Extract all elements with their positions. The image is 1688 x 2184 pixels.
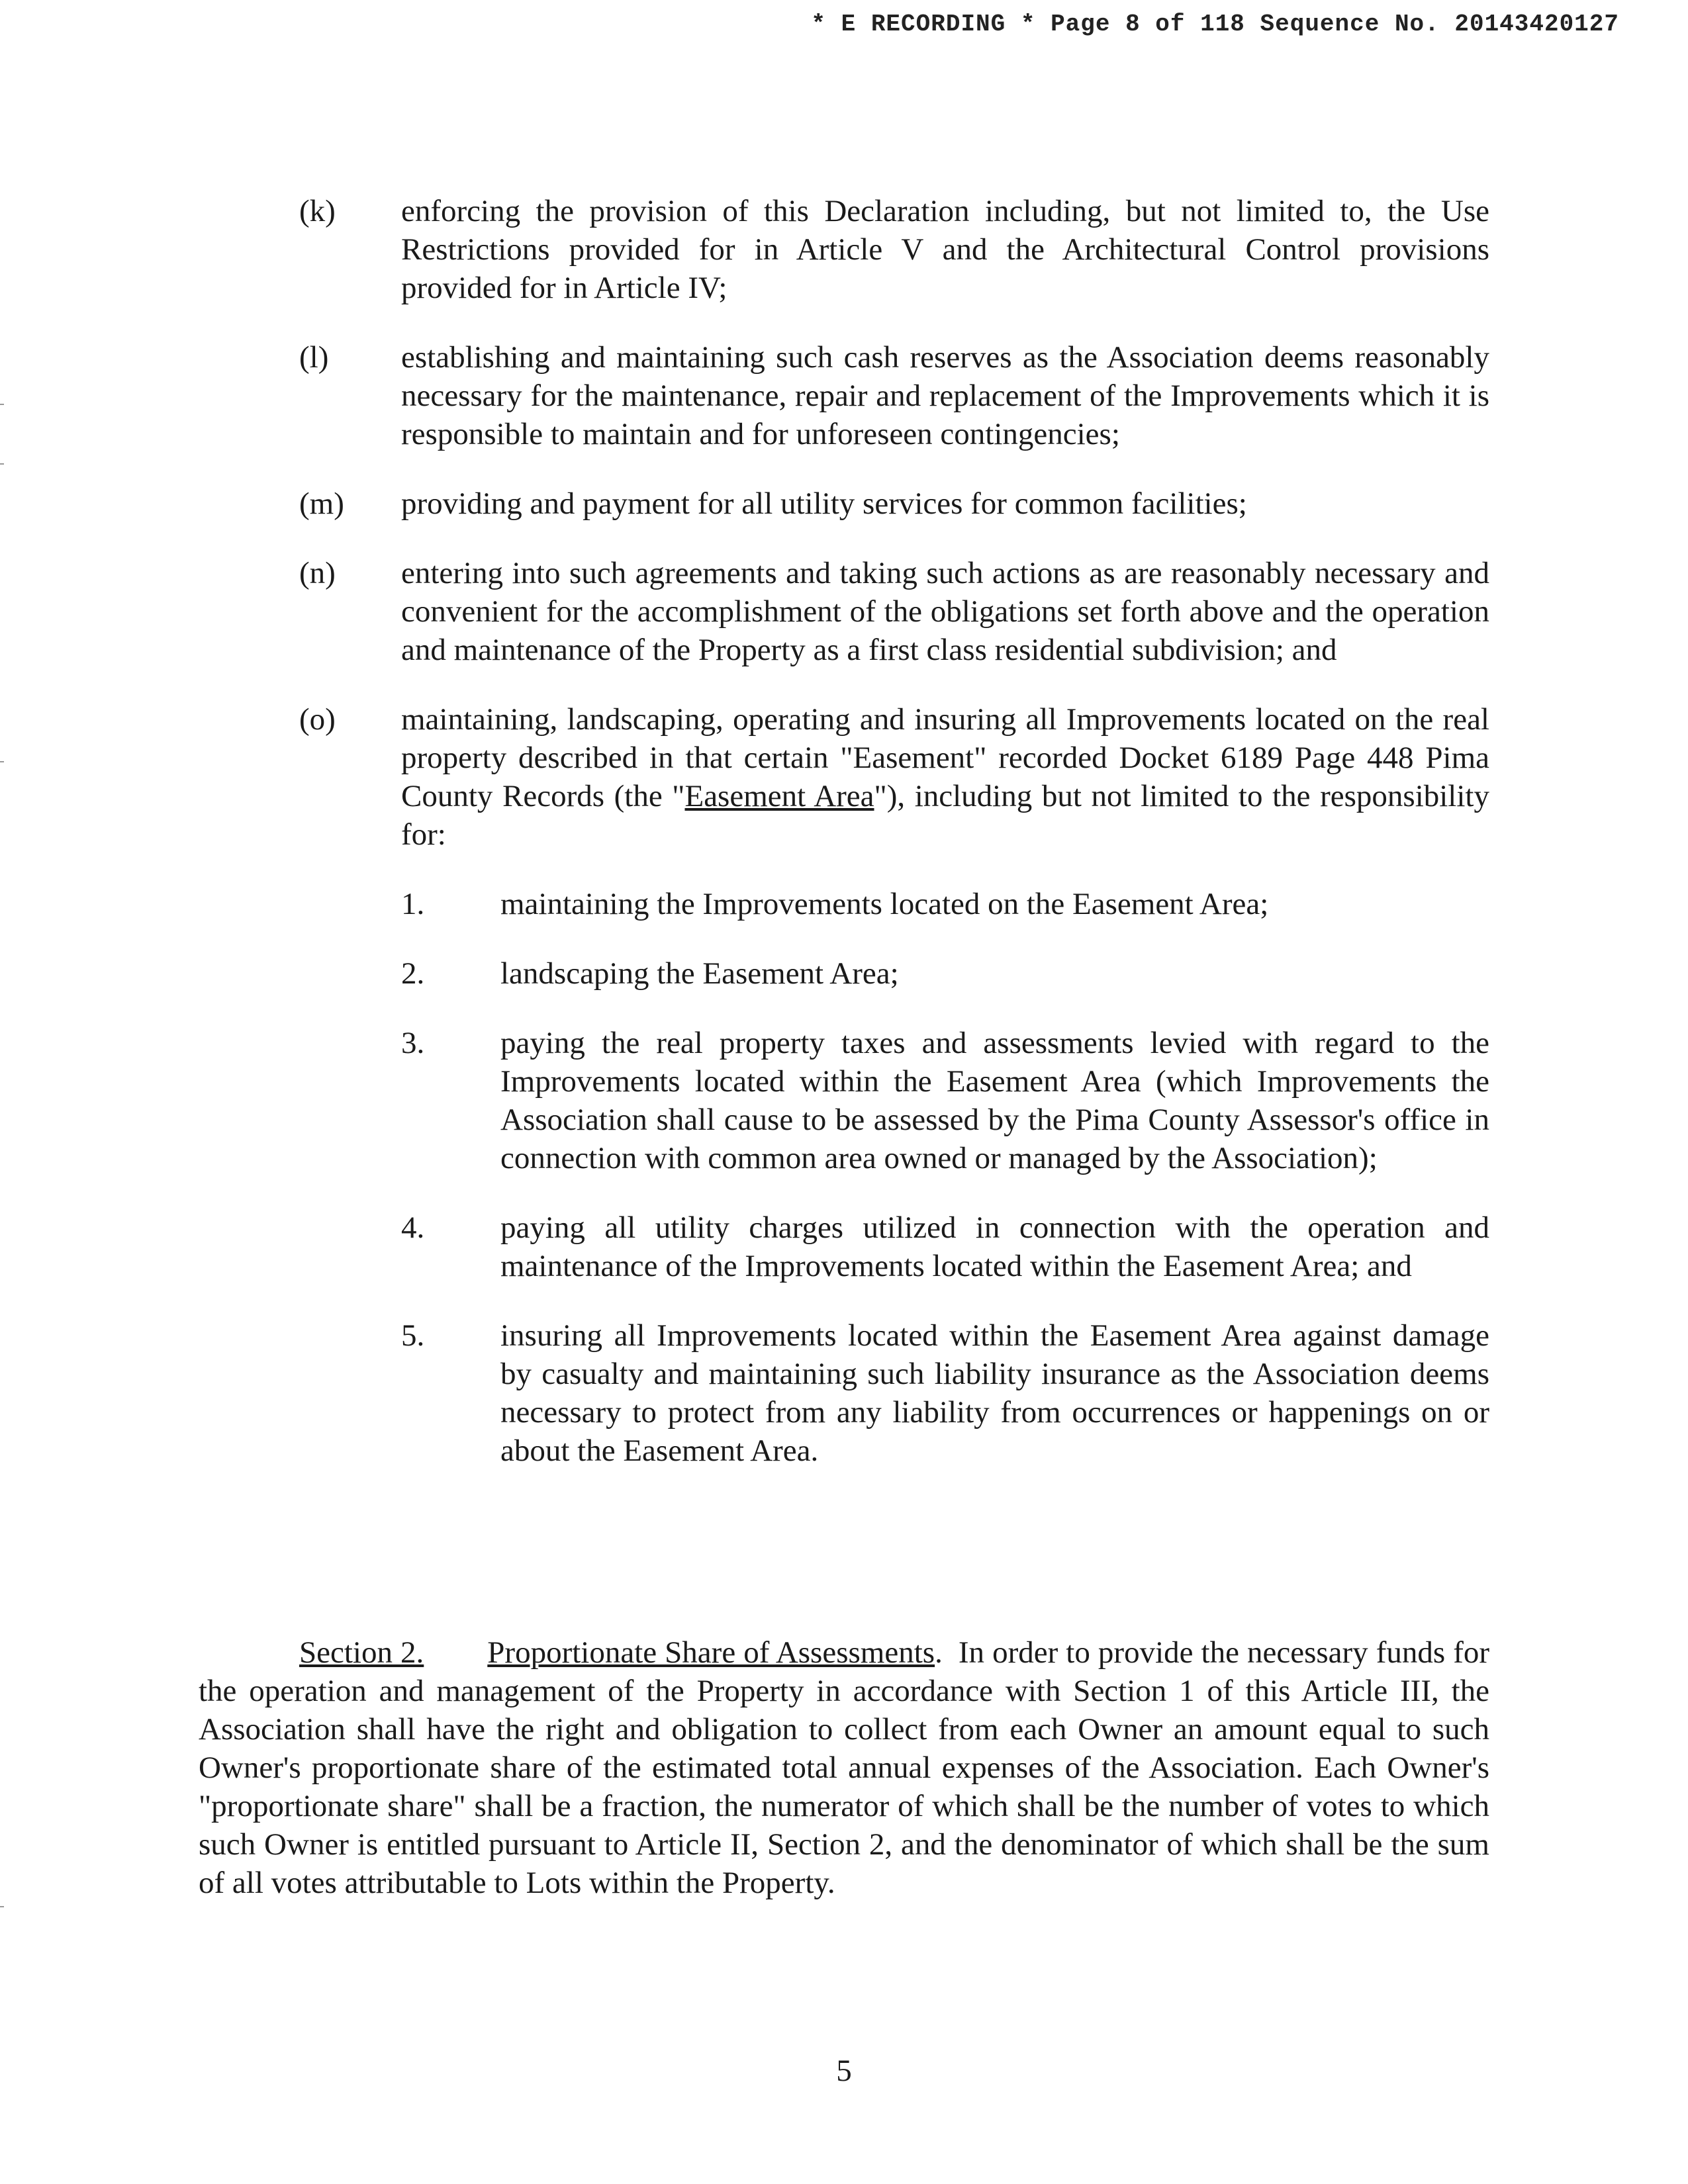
item-o-text-before: maintaining, landscaping, operating and insuring all Improvements located on the real property described in that certain "Easement" recorded Docket 6189 Page 448 Pima County Records (the " [401, 702, 1489, 813]
section-2-paragraph [199, 1633, 1489, 1902]
margin-mark [0, 1906, 4, 1907]
item-text: providing and payment for all utility services for common facilities; [401, 486, 1247, 521]
list-item-l [199, 338, 1489, 453]
sub-item-number: 2. [401, 956, 425, 991]
item-label: (k) [299, 194, 336, 228]
sub-item-text: landscaping the Easement Area; [500, 956, 899, 991]
section-2-text: In order to provide the necessary funds for the operation and management of the Property in accordance with Section 1 of this Article III, the Association shall have the right and obligation to collect from each Owner an amount equal to such Owner's proportionate share of the estimated total annual expenses of the Association. Each Owner's "proportionate share" shall be a fraction, the numerator of which shall be the number of votes to which such Owner is entitled pursuant to Article II, Section 2, and the denominator of which shall be the sum of all votes attributable to Lots within the Property. [199, 1635, 1490, 1900]
recording-header: * E RECORDING * Page 8 of 118 Sequence No. 20143420127 [811, 11, 1619, 38]
sub-item-text: paying the real property taxes and assessments levied with regard to the Improvements located within the Easement Area (which Improvements the Association shall cause to be assessed by the Pima County Assessor's office in connection with common area owned or managed by the Association); [500, 1026, 1489, 1175]
sub-item-text: insuring all Improvements located within the Easement Area against damage by casualty and maintaining such liability insurance as the Association deems necessary to protect from any liability from occurrences or happenings on or about the Easement Area. [500, 1318, 1489, 1468]
margin-mark [0, 463, 4, 465]
section-2-wrapper [199, 1633, 1489, 1902]
sub-item-number: 5. [401, 1318, 425, 1353]
sub-item-text: maintaining the Improvements located on the Easement Area; [500, 887, 1269, 921]
list-item-o-block [199, 700, 1489, 1470]
margin-mark [0, 761, 4, 762]
list-item-o [199, 700, 1489, 854]
section-2-number: Section 2. [299, 1635, 424, 1670]
sub-item-number: 4. [401, 1210, 425, 1245]
sub-list-item [401, 885, 1489, 923]
section-2-heading-end: . [935, 1635, 943, 1670]
item-text: enforcing the provision of this Declaration including, but not limited to, the Use Restrictions provided for in Article V and the Architectural Control provisions provided for in Article IV; [401, 194, 1489, 305]
item-text [401, 700, 1489, 854]
sub-list-item [401, 1024, 1489, 1177]
document-body [199, 192, 1489, 1487]
item-label: (m) [299, 486, 344, 521]
item-o-text-after: "), including but not limited to the responsibility for: [401, 779, 1489, 852]
list-item-k [199, 192, 1489, 307]
item-text: establishing and maintaining such cash reserves as the Association deems reasonably necessary for the maintenance, repair and replacement of the Improvements which it is responsible to maintain and for unforeseen contingencies; [401, 340, 1489, 451]
section-2-heading: Proportionate Share of Assessments [487, 1635, 935, 1670]
section-2-label [299, 1635, 935, 1670]
item-label: (l) [299, 340, 329, 375]
sub-list-item [401, 1316, 1489, 1470]
list-item-m [199, 484, 1489, 523]
page-number: 5 [836, 2054, 852, 2088]
item-label: (o) [299, 702, 336, 737]
sub-list-item [401, 954, 1489, 993]
sub-item-number: 3. [401, 1026, 425, 1060]
defined-term-easement-area: Easement Area [684, 779, 874, 813]
margin-mark [0, 404, 4, 405]
sub-list-item [401, 1208, 1489, 1285]
item-text: entering into such agreements and taking such actions as are reasonably necessary and convenient for the accomplishment of the obligations set forth above and the operation and maintenance of the Property as a first class residential subdivision; and [401, 556, 1489, 667]
list-item-n [199, 554, 1489, 669]
sub-item-number: 1. [401, 887, 425, 921]
easement-responsibilities-list [401, 885, 1489, 1470]
item-label: (n) [299, 556, 336, 590]
sub-item-text: paying all utility charges utilized in connection with the operation and maintenance of the Improvements located within the Easement Area; and [500, 1210, 1489, 1283]
